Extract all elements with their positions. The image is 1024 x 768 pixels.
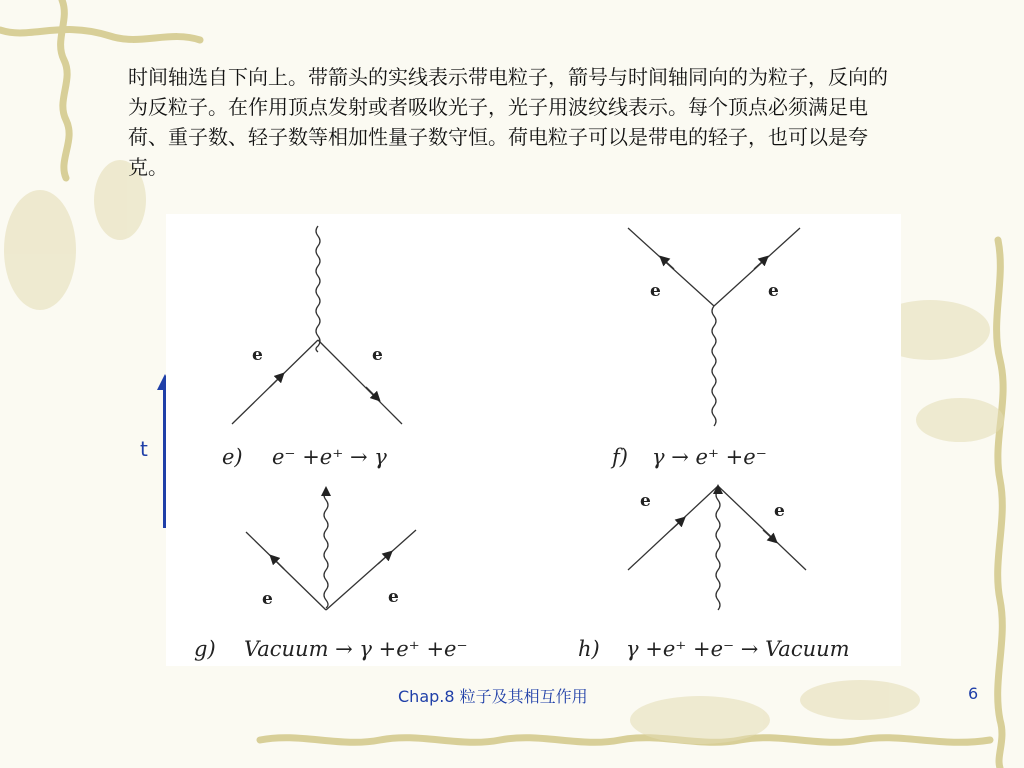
equation-g: Vacuum → γ +e⁺ +e⁻ [244, 637, 468, 661]
diagram-tag: f) [612, 445, 628, 469]
particle-label: e [262, 589, 273, 609]
time-axis-label: t [140, 437, 148, 461]
positron-line [246, 532, 326, 610]
equation-e: e⁻ +e⁺ → γ [272, 445, 387, 469]
diagram-tag: h) [578, 637, 600, 661]
particle-label: e [774, 501, 785, 521]
particle-label: e [372, 345, 383, 365]
electron-line [326, 530, 416, 610]
positron-line [318, 340, 402, 424]
photon-line [716, 490, 720, 610]
particle-label: e [388, 587, 399, 607]
explanation-paragraph: 时间轴选自下向上。带箭头的实线表示带电粒子，箭号与时间轴同向的为粒子，反向的为反粒子。在作用顶点发射或者吸收光子，光子用波纹线表示。每个顶点必须满足电荷、重子数、轻子数等相加性量子数守恒。荷电粒子可以是带电的轻子，也可以是夸克。 [128, 65, 888, 179]
diagram-tag: e) [222, 445, 243, 469]
particle-label: e [650, 281, 661, 301]
photon-line [712, 306, 716, 426]
particle-label: e [768, 281, 779, 301]
particle-label: e [640, 491, 651, 511]
photon-line [316, 226, 320, 352]
particle-label: e [252, 345, 263, 365]
feynman-diagrams-figure [166, 214, 901, 666]
equation-h: γ +e⁺ +e⁻ → Vacuum [626, 637, 850, 661]
diagram-e [232, 226, 402, 424]
positron-line [718, 486, 806, 570]
footer-page-number: 6 [968, 684, 979, 703]
photon-line [324, 490, 328, 608]
equation-f: γ → e⁺ +e⁻ [652, 445, 767, 469]
diagram-f [628, 228, 800, 426]
diagram-tag: g) [194, 637, 216, 661]
footer-chapter-title: Chap.8 粒子及其相互作用 [398, 687, 588, 706]
